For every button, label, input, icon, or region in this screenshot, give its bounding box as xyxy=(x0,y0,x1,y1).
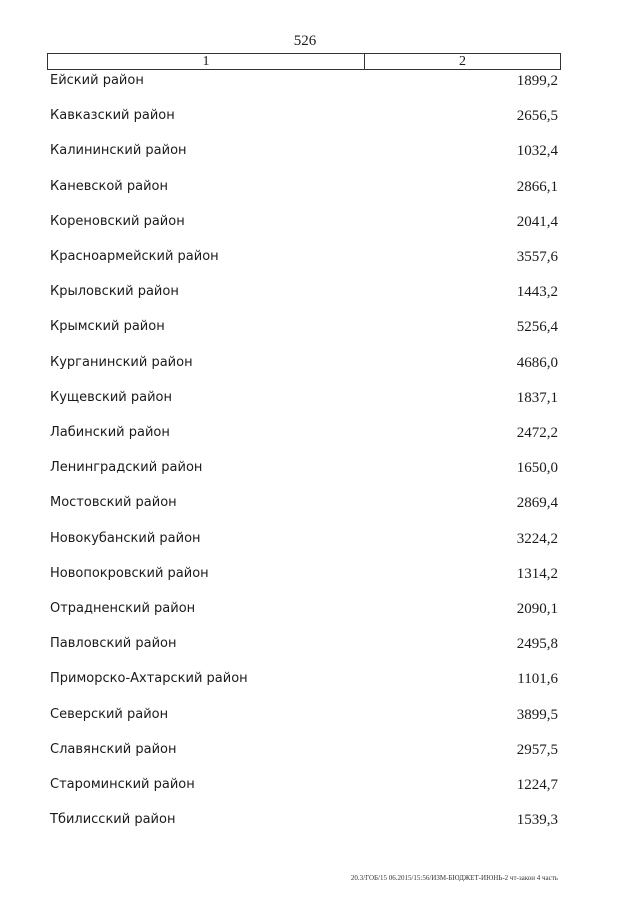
table-row xyxy=(50,423,558,443)
table-row xyxy=(50,740,558,760)
district-name: Новопокровский район xyxy=(50,565,209,581)
table-row xyxy=(50,106,558,126)
table-row xyxy=(50,282,558,302)
district-value: 3557,6 xyxy=(516,249,558,265)
district-value: 3899,5 xyxy=(516,706,558,723)
district-value: 1101,6 xyxy=(517,671,558,688)
table-row xyxy=(50,177,558,197)
district-value: 1314,2 xyxy=(516,565,558,582)
district-name: Мостовский район xyxy=(50,495,177,511)
district-value: 2656,5 xyxy=(516,108,558,125)
table-row xyxy=(50,353,558,373)
district-name: Ленинградский район xyxy=(50,460,203,476)
district-value: 2957,5 xyxy=(516,741,558,758)
district-name: Тбилисский район xyxy=(50,812,176,828)
district-value: 2869,4 xyxy=(516,495,558,512)
footer-note: 20.3/ГОБ/15 06.2015/15:56/ИЗМ-БЮДЖЕТ-ИЮНЬ-2 чт-закон 4 часть xyxy=(350,874,558,882)
table-row xyxy=(50,564,558,584)
table-row xyxy=(50,775,558,795)
table-row xyxy=(50,388,558,408)
district-value: 1899,2 xyxy=(516,73,558,89)
table-header xyxy=(47,53,561,70)
district-name: Северский район xyxy=(50,706,169,722)
district-name: Павловский район xyxy=(50,636,177,652)
district-name: Кущевский район xyxy=(50,389,172,405)
table-row xyxy=(50,71,558,91)
district-name: Отрадненский район xyxy=(50,601,196,616)
district-name: Крыловский район xyxy=(50,284,179,300)
district-value: 2472,2 xyxy=(516,425,558,441)
table-row xyxy=(50,669,558,689)
table-row xyxy=(50,529,558,549)
district-value: 1650,0 xyxy=(516,460,558,477)
district-value: 4686,0 xyxy=(516,354,558,371)
table-row xyxy=(50,705,558,725)
district-name: Красноармейский район xyxy=(50,249,219,264)
table-row xyxy=(50,247,558,267)
column-header-1: 1 xyxy=(48,54,365,69)
table-row xyxy=(50,810,558,830)
district-name: Кореновский район xyxy=(50,213,185,229)
district-name: Курганинский район xyxy=(50,354,193,370)
table-row xyxy=(50,317,558,337)
district-value: 2866,1 xyxy=(516,178,558,195)
district-name: Калининский район xyxy=(50,143,187,159)
district-value: 1032,4 xyxy=(516,143,558,160)
district-name: Староминский район xyxy=(50,777,195,792)
page-number: 526 xyxy=(293,33,317,49)
table-row xyxy=(50,141,558,161)
district-name: Лабинский район xyxy=(50,425,170,440)
district-value: 1443,2 xyxy=(516,284,558,301)
district-name: Каневской район xyxy=(50,178,169,194)
table-row xyxy=(50,634,558,654)
district-name: Приморско-Ахтарский район xyxy=(50,671,248,687)
district-value: 2495,8 xyxy=(516,636,558,653)
district-name: Кавказский район xyxy=(50,108,175,124)
district-name: Крымский район xyxy=(50,319,165,335)
table-row xyxy=(50,599,558,619)
district-value: 2041,4 xyxy=(516,213,558,230)
district-name: Новокубанский район xyxy=(50,530,201,546)
column-header-2: 2 xyxy=(459,54,466,69)
table-row xyxy=(50,458,558,478)
table-row xyxy=(50,493,558,513)
district-value: 1539,3 xyxy=(516,812,558,829)
district-value: 5256,4 xyxy=(516,319,558,336)
table-row xyxy=(50,212,558,232)
district-value: 2090,1 xyxy=(516,601,558,617)
district-name: Славянский район xyxy=(50,741,177,757)
district-name: Ейский район xyxy=(50,73,144,88)
district-value: 3224,2 xyxy=(516,530,558,547)
district-value: 1224,7 xyxy=(516,777,558,793)
district-value: 1837,1 xyxy=(516,389,558,406)
